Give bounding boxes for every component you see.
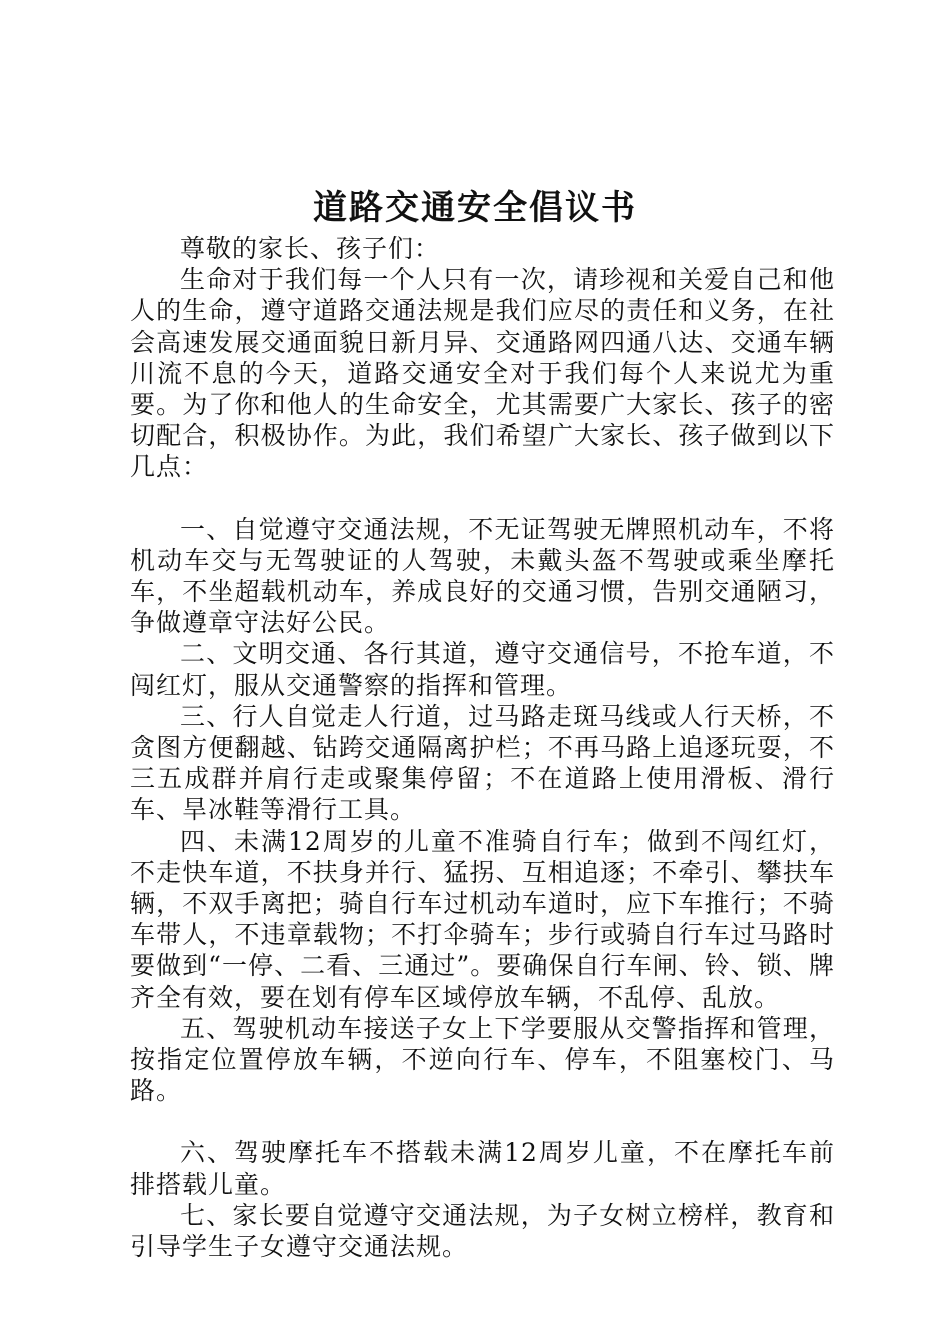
paragraph-gap [130,1106,835,1137]
item-6-paragraph: 六、驾驶摩托车不搭载未满12周岁儿童，不在摩托车前排搭载儿童。 [130,1138,835,1199]
item-4-paragraph: 四、未满12周岁的儿童不准骑自行车；做到不闯红灯，不走快车道，不扶身并行、猛拐、互相追逐；不牵引、攀扶车辆，不双手离把；骑自行车过机动车道时，应下车推行；不骑车带人，不违章载物；不打伞骑车；步行或骑自行车过马路时要做到“一停、二看、三通过”。要确保自行车闸、铃、锁、牌齐全有效，要在划有停车区域停放车辆，不乱停、乱放。 [130,826,835,1012]
item-1-paragraph: 一、自觉遵守交通法规，不无证驾驶无牌照机动车，不将机动车交与无驾驶证的人驾驶，未戴头盔不驾驶或乘坐摩托车，不坐超载机动车，养成良好的交通习惯，告别交通陋习，争做遵章守法好公民。 [130,514,835,638]
item-3-paragraph: 三、行人自觉走人行道，过马路走斑马线或人行天桥，不贪图方便翻越、钻跨交通隔离护栏；不再马路上追逐玩耍，不三五成群并肩行走或聚集停留；不在道路上使用滑板、滑行车、旱冰鞋等滑行工具。 [130,701,835,825]
intro-paragraph: 生命对于我们每一个人只有一次，请珍视和关爱自己和他人的生命，遵守道路交通法规是我们应尽的责任和义务，在社会高速发展交通面貌日新月异、交通路网四通八达、交通车辆川流不息的今天，道路交通安全对于我们每个人来说尤为重要。为了你和他人的生命安全，尤其需要广大家长、孩子的密切配合，积极协作。为此，我们希望广大家长、孩子做到以下几点： [130,265,835,482]
document-title: 道路交通安全倡议书 [313,188,637,228]
item-5-paragraph: 五、驾驶机动车接送子女上下学要服从交警指挥和管理，按指定位置停放车辆，不逆向行车、停车，不阻塞校门、马路。 [130,1013,835,1106]
document-body [130,233,835,1262]
item-7-paragraph: 七、家长要自觉遵守交通法规，为子女树立榜样，教育和引导学生子女遵守交通法规。 [130,1200,835,1262]
item-2-paragraph: 二、文明交通、各行其道，遵守交通信号，不抢车道，不闯红灯，服从交通警察的指挥和管理。 [130,639,835,700]
salutation: 尊敬的家长、孩子们： [180,234,441,263]
paragraph-gap [130,483,835,514]
